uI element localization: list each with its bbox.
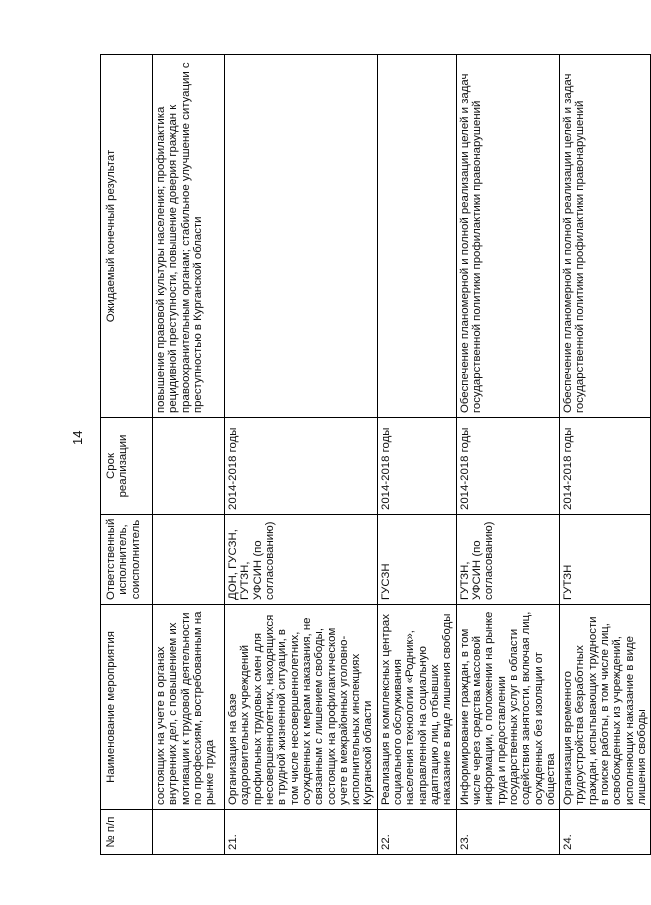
row-responsible: ГУСЗН: [377, 515, 456, 605]
row-result: Обеспечение планомерной и полной реализации целей и задач государственной политики профилактики правонарушений: [456, 55, 560, 418]
table-row: [153, 55, 225, 855]
row-responsible: [153, 515, 225, 605]
row-result: Обеспечение планомерной и полной реализации целей и задач государственной политики профилактики правонарушений: [560, 55, 651, 418]
table-row: [377, 55, 456, 855]
table-header-row: [101, 55, 153, 855]
row-term: 2014-2018 годы: [456, 418, 560, 515]
row-name: Организация временного трудоустройства безработных граждан, испытывающих трудности в поиске работы, в том числе лиц, освобожденных из учреждений, исполняющих наказание в виде лишения свободы: [560, 605, 651, 810]
header-term: Срок реализации: [101, 418, 153, 515]
measures-table-rotated: [100, 55, 648, 855]
row-responsible: ГУТЗН: [560, 515, 651, 605]
row-num: 21.: [225, 810, 378, 855]
row-name: Информирование граждан, в том числе через средства массовой информации, о положении на рынке труда и предоставлении государственных услуг в области содействия занятости, включая лиц, осужденных без изоляции от общества: [456, 605, 560, 810]
row-term: [153, 418, 225, 515]
row-responsible: ГУТЗН, УФСИН (по согласованию): [456, 515, 560, 605]
row-result: [225, 55, 378, 418]
table-row: [456, 55, 560, 855]
row-name: состоящих на учете в органах внутренних дел, с повышением их мотивации к трудовой деятельности по профессиям, востребованным на рынке труда: [153, 605, 225, 810]
measures-table: [100, 54, 651, 855]
header-num: № п/п: [101, 810, 153, 855]
row-num: 23.: [456, 810, 560, 855]
table-row: [225, 55, 378, 855]
header-responsible: Ответственный исполнитель, соисполнитель: [101, 515, 153, 605]
row-term: 2014-2018 годы: [377, 418, 456, 515]
header-result: Ожидаемый конечный результат: [101, 55, 153, 418]
row-result: [377, 55, 456, 418]
row-term: 2014-2018 годы: [560, 418, 651, 515]
table-row: [560, 55, 651, 855]
row-num: 24.: [560, 810, 651, 855]
row-responsible: ДОН, ГУСЗН, ГУТЗН, УФСИН (по согласованию): [225, 515, 378, 605]
page-number: 14: [70, 430, 85, 445]
row-name: Реализация в комплексных центрах социального обслуживания населения технологии «Родник», направленной на социальную адаптацию лиц, отбывших наказание в виде лишения свободы: [377, 605, 456, 810]
row-num: 22.: [377, 810, 456, 855]
row-num: [153, 810, 225, 855]
row-result: повышение правовой культуры населения; профилактика рецидивной преступности, повышение доверия граждан к правоохранительным органам; стабильное улучшение ситуации с преступностью в Курганской области: [153, 55, 225, 418]
row-name: Организация на базе оздоровительных учреждений профильных трудовых смен для несовершеннолетних, находящихся в трудной жизненной ситуации, в том числе несовершеннолетних, осужденных к мерам наказания, не связанным с лишением свободы, состоящих на профилактическом учете в межрайонных уголовно-исполнительных инспекциях Курганской области: [225, 605, 378, 810]
header-name: Наименование мероприятия: [101, 605, 153, 810]
row-term: 2014-2018 годы: [225, 418, 378, 515]
